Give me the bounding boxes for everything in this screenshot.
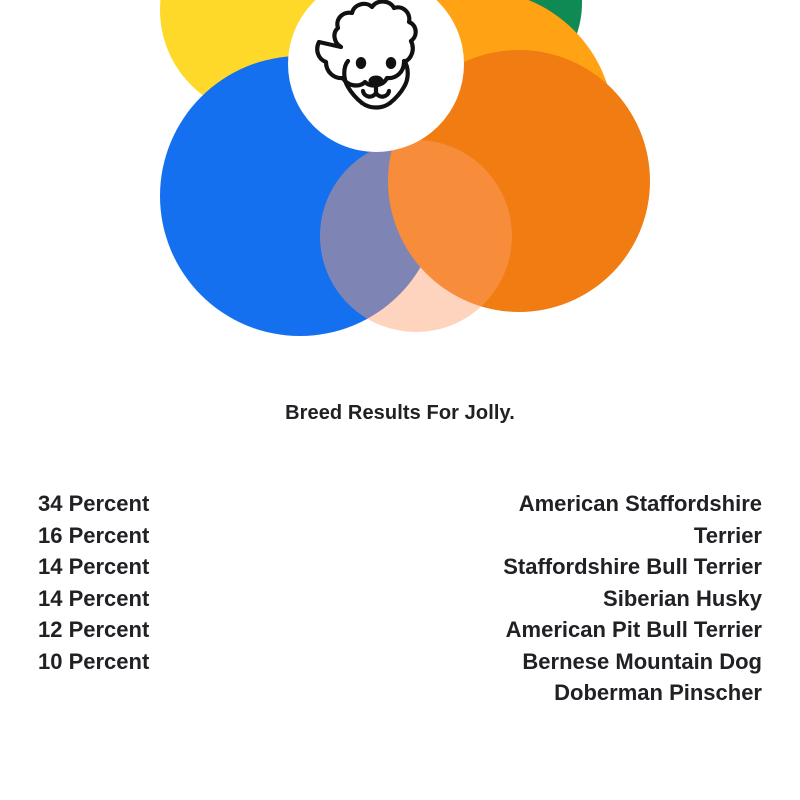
- percent-value: 16 Percent: [38, 522, 150, 548]
- dog-face-icon: [301, 0, 451, 139]
- percent-value: 34 Percent: [38, 491, 150, 516]
- page-title: Breed Results For Jolly.: [285, 402, 515, 424]
- dog-eye-left-icon: [356, 57, 366, 69]
- breed-name: Doberman Pinscher: [554, 680, 762, 705]
- percent-value: 14 Percent: [38, 585, 150, 611]
- breed-name: American Pit Bull Terrier: [505, 617, 762, 642]
- breed-name: Staffordshire Bull Terrier: [503, 554, 762, 579]
- breed-name: Siberian Husky: [603, 585, 762, 611]
- breed-venn-graphic: [0, 0, 800, 360]
- percent-value: 12 Percent: [38, 617, 150, 642]
- percent-value: 14 Percent: [38, 554, 150, 579]
- breed-results-list: [0, 488, 800, 709]
- venn-blob-peach: [320, 140, 512, 332]
- breed-name: American Staffordshire Terrier: [518, 491, 762, 548]
- breed-name: Bernese Mountain Dog: [522, 648, 762, 674]
- percent-column: [38, 488, 149, 677]
- dog-eye-right-icon: [386, 57, 396, 69]
- breed-column: [452, 488, 762, 709]
- percent-value: 10 Percent: [38, 648, 150, 674]
- avatar: [288, 0, 464, 152]
